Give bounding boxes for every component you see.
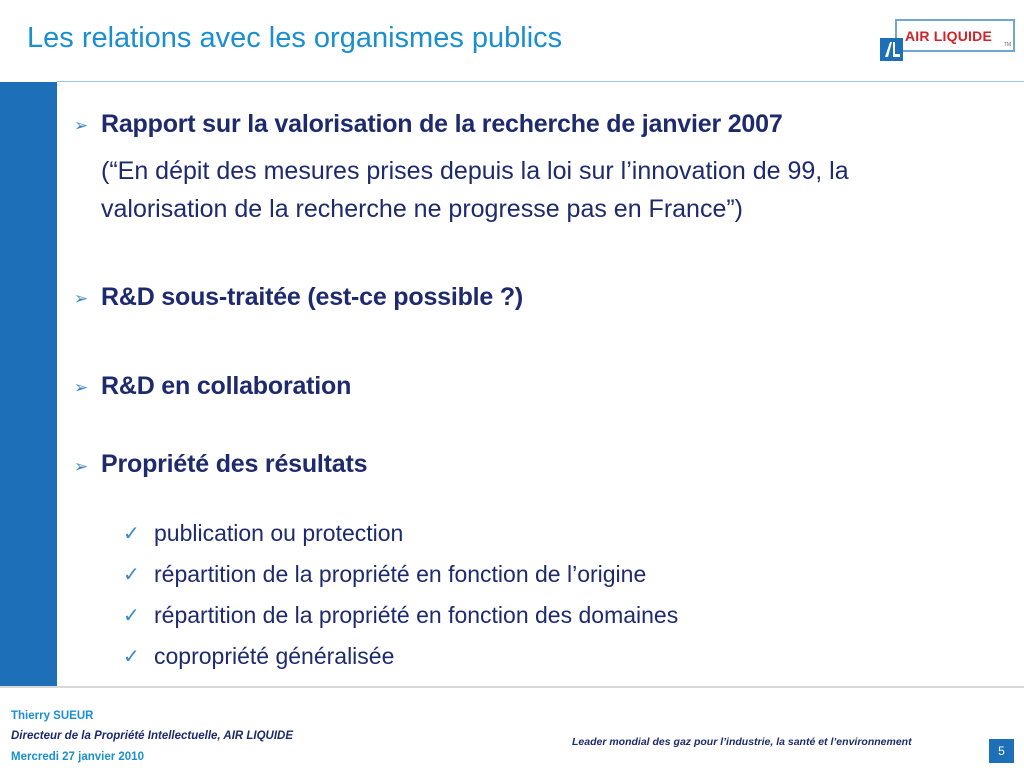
bullet-heading-propriete: Propriété des résultats (101, 450, 368, 478)
logo-mark-icon (880, 38, 903, 61)
logo-box (895, 19, 1015, 52)
checkmark-icon: ✓ (123, 605, 140, 627)
bullet-heading-rd-sous-traitee: R&D sous-traitée (est-ce possible ?) (101, 283, 524, 311)
arrow-bullet-icon: ➢ (74, 378, 89, 397)
sub-item: copropriété généralisée (154, 643, 395, 669)
checkmark-icon: ✓ (123, 523, 140, 545)
bullet-heading-rapport: Rapport sur la valorisation de la recherche de janvier 2007 (101, 110, 783, 138)
air-liquide-logo (880, 19, 1017, 61)
quote-line: valorisation de la recherche ne progresse pas en France”) (101, 195, 744, 223)
footer-date: Mercredi 27 janvier 2010 (11, 751, 144, 763)
logo-trademark: TM (1003, 42, 1011, 48)
sub-item: publication ou protection (154, 520, 404, 546)
quote-line: (“En dépit des mesures prises depuis la loi sur l’innovation de 99, la (101, 157, 849, 185)
header-divider (57, 81, 1024, 82)
arrow-bullet-icon: ➢ (74, 289, 89, 308)
footer-author-role: Directeur de la Propriété Intellectuelle, AIR LIQUIDE (11, 730, 294, 742)
left-accent-bar (0, 82, 57, 686)
quote-paragraph (101, 152, 981, 228)
footer-tagline: Leader mondial des gaz pour l’industrie, la santé et l’environnement (572, 736, 912, 748)
checkmark-icon: ✓ (123, 564, 140, 586)
slide-title: Les relations avec les organismes publics (27, 22, 563, 54)
sub-item: répartition de la propriété en fonction de l’origine (154, 561, 647, 587)
arrow-bullet-icon: ➢ (74, 116, 89, 135)
checkmark-icon: ✓ (123, 646, 140, 668)
sub-item: répartition de la propriété en fonction des domaines (154, 602, 679, 628)
footer-author-name: Thierry SUEUR (11, 710, 94, 722)
page-number-badge: 5 (989, 739, 1014, 763)
footer-divider (0, 686, 1024, 688)
arrow-bullet-icon: ➢ (74, 457, 89, 476)
bullet-heading-rd-collaboration: R&D en collaboration (101, 372, 352, 400)
logo-text: AIR LIQUIDE (905, 28, 992, 44)
